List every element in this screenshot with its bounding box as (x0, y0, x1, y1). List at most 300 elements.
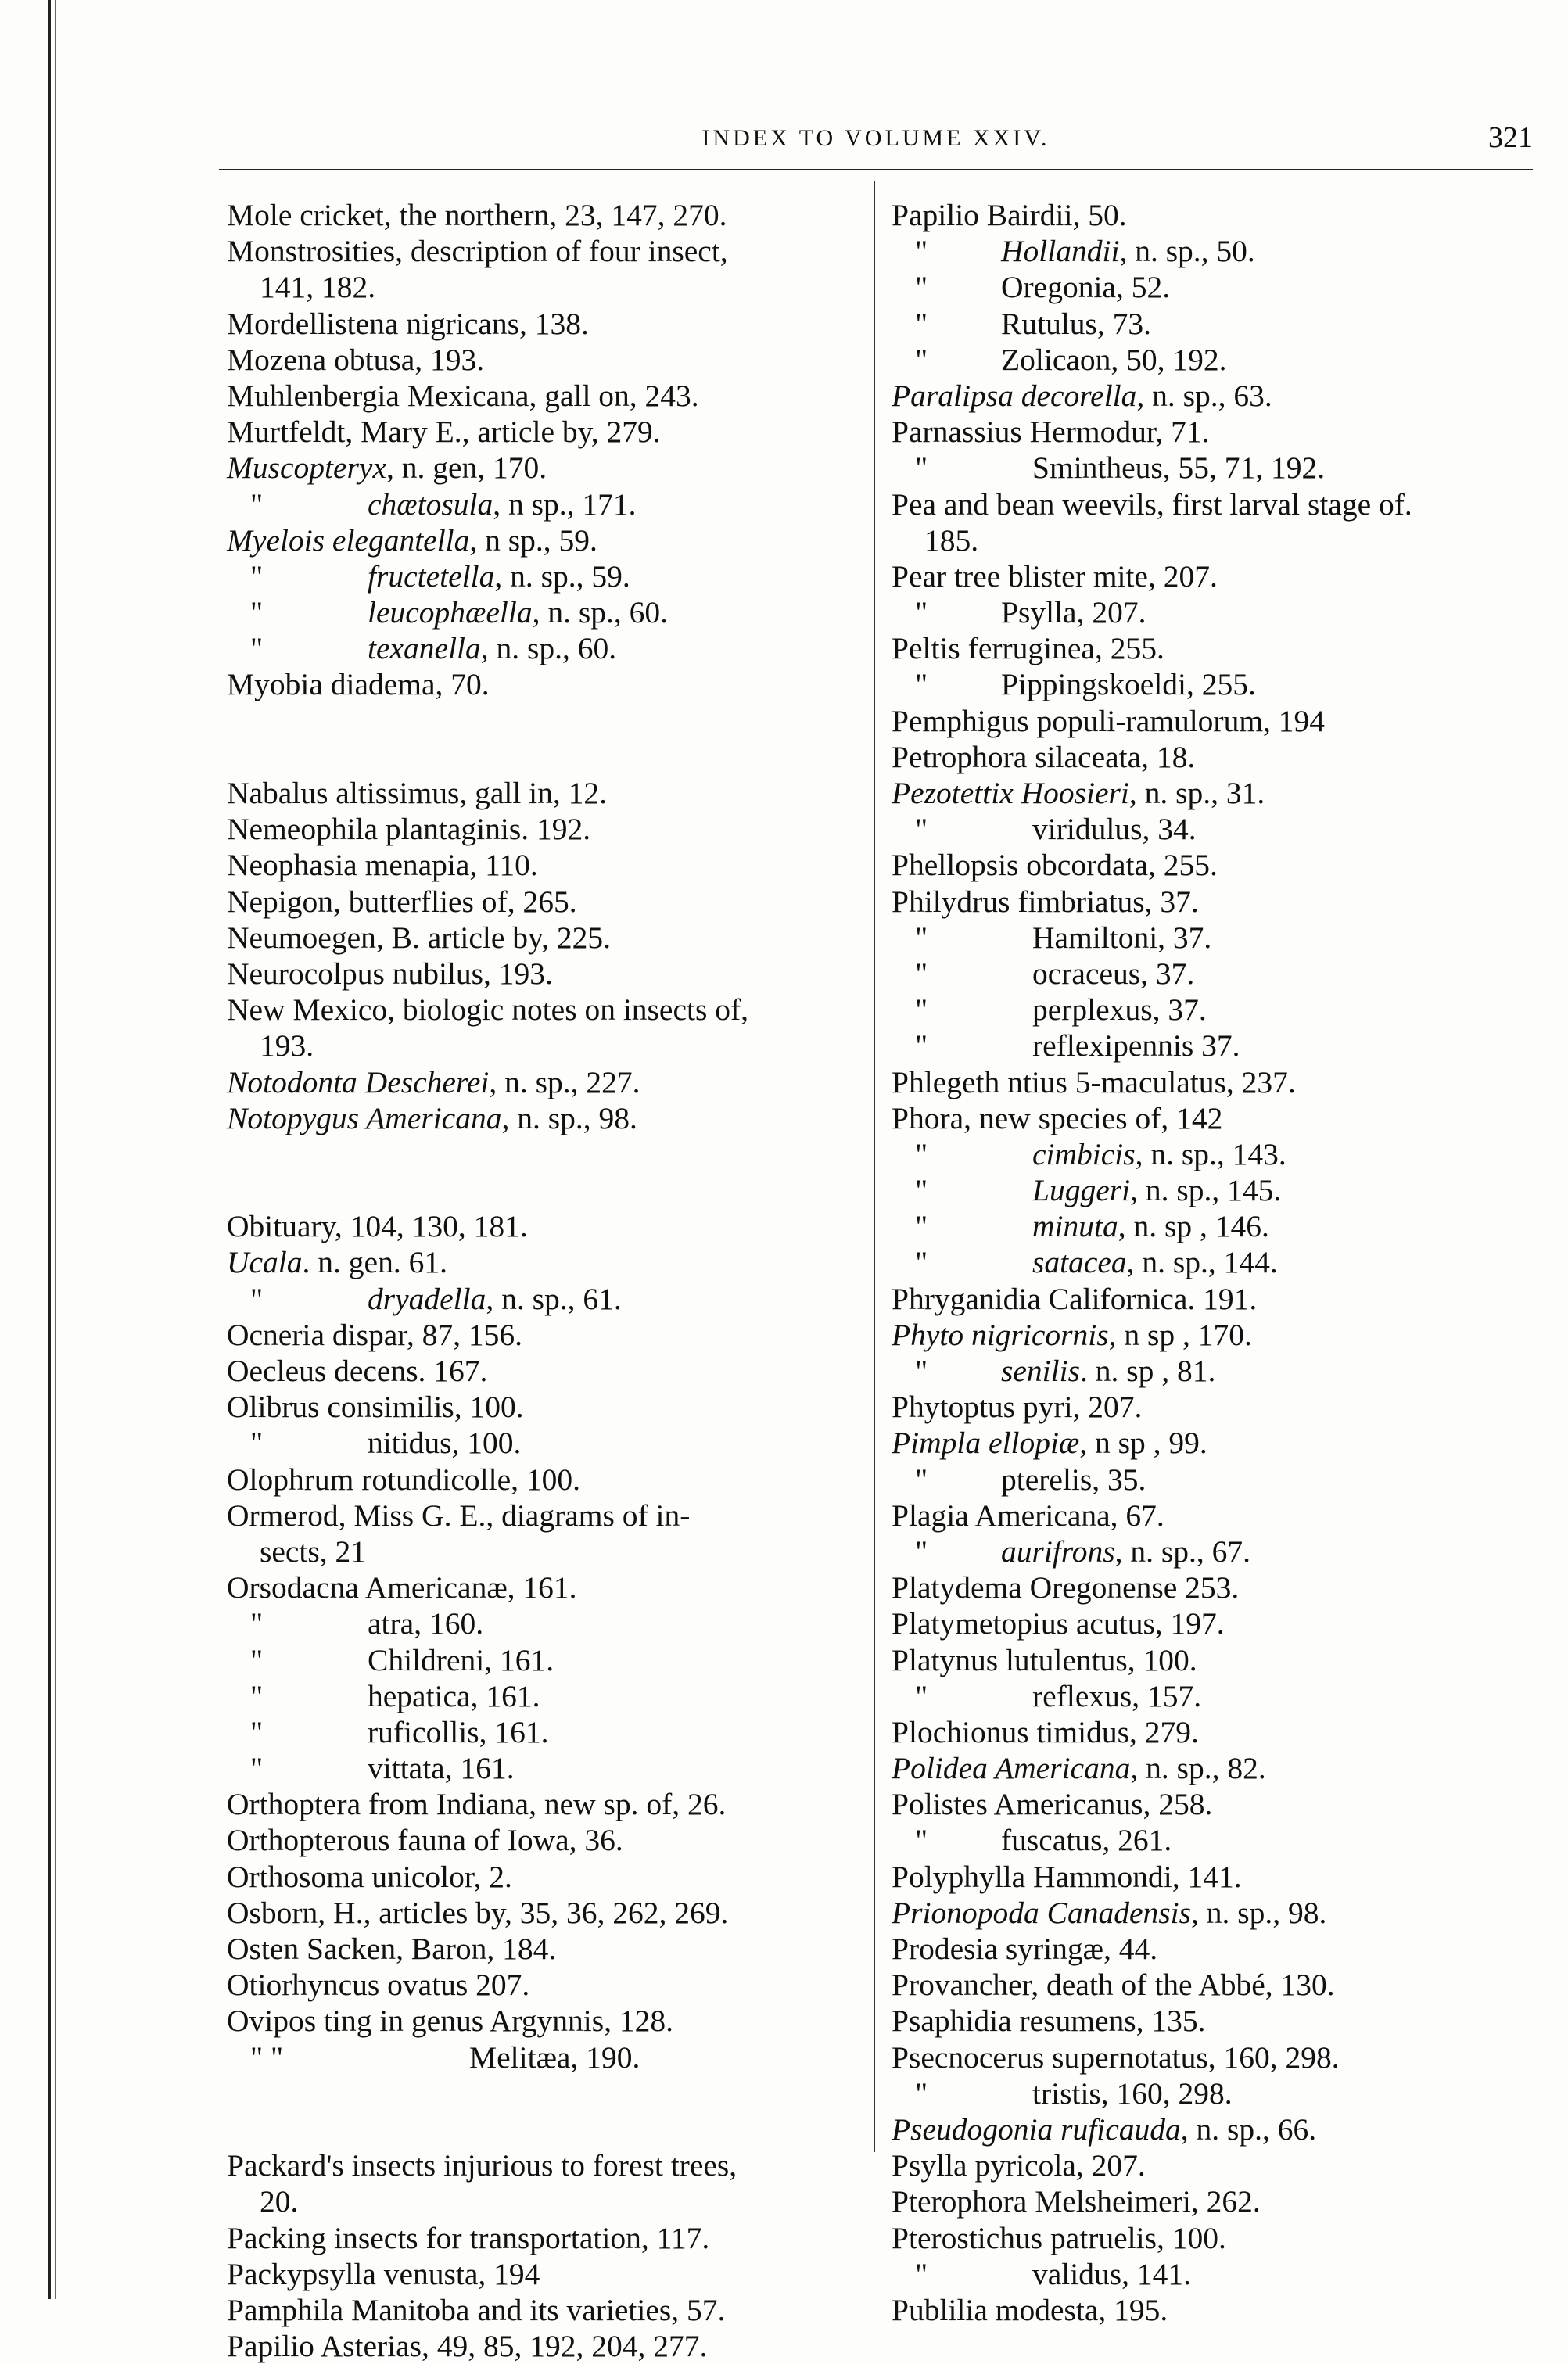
index-entry (892, 1498, 1533, 1534)
entry-text: tristis, 160, 298. (1032, 2075, 1233, 2111)
index-entry (227, 2328, 860, 2364)
index-subentry (892, 811, 1533, 847)
species-name: texanella (368, 631, 481, 666)
species-name: Pimpla ellopiæ (892, 1426, 1080, 1461)
entry-text: Mole cricket, the northern, 23, 147, 270. (227, 198, 727, 232)
index-subentry (892, 992, 1533, 1028)
index-entry (892, 2039, 1533, 2075)
entry-text: Phryganidia Californica. 191. (892, 1281, 1258, 1316)
index-entry (227, 1100, 860, 1136)
entry-text: hepatica, 161. (368, 1678, 540, 1713)
entry-text: nitidus, 100. (368, 1426, 522, 1461)
entry-text: , n. sp., 50. (1119, 234, 1255, 269)
entry-text: Platydema Oregonense 253. (892, 1570, 1240, 1605)
entry-text: Ormerod, Miss G. E., diagrams of in- (227, 1498, 691, 1533)
index-subentry (892, 1028, 1533, 1064)
species-name: cimbicis (1032, 1136, 1136, 1171)
ditto-mark: " (915, 1534, 928, 1569)
index-subentry (892, 1172, 1533, 1208)
entry-text: Obituary, 104, 130, 181. (227, 1209, 528, 1244)
entry-text: sects, 21 (260, 1534, 367, 1569)
entry-text: Murtfeldt, Mary E., article by, 279. (227, 414, 661, 450)
ditto-mark: " (915, 342, 928, 377)
entry-text: Muhlenbergia Mexicana, gall on, 243. (227, 378, 699, 413)
index-entry (227, 847, 860, 883)
index-entry (227, 1498, 860, 1534)
ditto-mark: " (250, 631, 264, 666)
index-entry (227, 233, 860, 269)
index-subentry (892, 2075, 1533, 2111)
index-entry (892, 1750, 1533, 1786)
entry-text: reflexus, 157. (1032, 1678, 1202, 1713)
index-entry (227, 2003, 860, 2039)
index-entry (892, 630, 1533, 666)
running-title: INDEX TO VOLUME XXIV. (701, 125, 1050, 151)
entry-text: Monstrosities, description of four insect, (227, 234, 728, 269)
index-entry-continuation (227, 2183, 860, 2219)
entry-text: viridulus, 34. (1032, 812, 1197, 847)
ditto-mark: " (915, 234, 928, 269)
index-entry-continuation (892, 522, 1533, 558)
entry-text: Platymetopius acutus, 197. (892, 1606, 1225, 1641)
entry-text: Olophrum rotundicolle, 100. (227, 1462, 580, 1497)
entry-text: Psylla pyricola, 207. (892, 2148, 1146, 2183)
entry-text: , n. sp., 227. (489, 1064, 640, 1099)
entry-text: Philydrus fimbriatus, 37. (892, 884, 1199, 919)
ditto-mark: " (250, 1426, 264, 1461)
index-subentry (892, 269, 1533, 305)
entry-text: Publilia modesta, 195. (892, 2292, 1168, 2327)
species-name: Muscopteryx (227, 450, 386, 486)
entry-text: Peltis ferruginea, 255. (892, 631, 1164, 666)
entry-text: Orsodacna Americanæ, 161. (227, 1570, 577, 1605)
species-name: leucophæella (368, 595, 533, 630)
index-entry (227, 1244, 860, 1280)
index-subentry (892, 1136, 1533, 1172)
index-subentry (227, 1642, 860, 1678)
entry-text: Myobia diadema, 70. (227, 667, 490, 702)
ditto-mark: " (915, 1678, 928, 1713)
species-name: Notopygus Americana (227, 1100, 502, 1135)
index-subentry (227, 2039, 860, 2075)
entry-text: Psecnocerus supernotatus, 160, 298. (892, 2039, 1340, 2075)
index-entry (892, 775, 1533, 811)
index-subentry (892, 1244, 1533, 1280)
index-spacer (227, 1136, 860, 1172)
entry-text: Ocneria dispar, 87, 156. (227, 1317, 522, 1352)
entry-text: Phytoptus pyri, 207. (892, 1390, 1143, 1425)
index-entry (892, 2183, 1533, 2219)
index-subentry (892, 1353, 1533, 1389)
index-entry (227, 775, 860, 811)
entry-text: Prodesia syringæ, 44. (892, 1932, 1158, 1966)
index-entry (892, 1064, 1533, 1100)
entry-text: Pterostichus patruelis, 100. (892, 2220, 1226, 2255)
ditto-mark: " (250, 1606, 264, 1641)
index-entry (892, 1569, 1533, 1605)
ditto-mark: " (250, 1714, 264, 1749)
entry-text: Polistes Americanus, 258. (892, 1787, 1213, 1822)
ditto-mark: " (250, 1642, 264, 1677)
index-entry (227, 1389, 860, 1425)
entry-text: Pippingskoeldi, 255. (1001, 667, 1256, 702)
entry-text: Platynus lutulentus, 100. (892, 1642, 1197, 1677)
index-entry (892, 2003, 1533, 2039)
species-name: Phyto nigricornis (892, 1317, 1109, 1352)
entry-text: Neophasia menapia, 110. (227, 848, 538, 883)
entry-text: , n. sp., 63. (1136, 378, 1272, 413)
entry-text: Psylla, 207. (1001, 595, 1146, 630)
entry-text: , n. sp., 98. (1190, 1895, 1327, 1930)
index-subentry (892, 1678, 1533, 1714)
index-entry (227, 992, 860, 1028)
entry-text: , n. sp., 66. (1180, 2111, 1317, 2147)
entry-text: Nemeophila plantaginis. 192. (227, 812, 591, 847)
species-name: Prionopoda Canadensis (892, 1895, 1191, 1930)
entry-text: Nabalus altissimus, gall in, 12. (227, 776, 608, 810)
entry-text: perplexus, 37. (1032, 992, 1207, 1028)
index-entry (227, 956, 860, 992)
ditto-mark: " (915, 2075, 928, 2111)
index-entry (892, 1642, 1533, 1678)
entry-text: , n sp , 170. (1108, 1317, 1252, 1352)
index-entry (227, 2220, 860, 2256)
entry-text: ocraceus, 37. (1032, 956, 1195, 991)
ditto-mark: " (250, 558, 264, 594)
index-entry (892, 414, 1533, 450)
ditto-mark: " (915, 270, 928, 305)
entry-text: , n. sp., 144. (1126, 1245, 1278, 1280)
entry-text: New Mexico, biologic notes on insects of, (227, 992, 748, 1028)
index-entry (227, 1967, 860, 2003)
index-subentry (892, 1822, 1533, 1858)
entry-text: Polyphylla Hammondi, 141. (892, 1859, 1242, 1894)
entry-text: , n sp., 59. (469, 522, 597, 558)
entry-text: , n. sp., 60. (532, 595, 668, 630)
entry-text: Ovipos ting in genus Argynnis, 128. (227, 2003, 673, 2039)
entry-text: , n. sp., 67. (1114, 1534, 1250, 1569)
entry-text: , n. sp., 98. (501, 1100, 637, 1135)
entry-text: pterelis, 35. (1001, 1462, 1146, 1497)
index-column-right (892, 197, 1533, 2328)
entry-text: Parnassius Hermodur, 71. (892, 414, 1210, 450)
entry-text: Rutulus, 73. (1001, 306, 1152, 341)
ditto-mark: " (915, 667, 928, 702)
entry-text: ruficollis, 161. (368, 1714, 549, 1749)
ditto-mark: " (915, 1173, 928, 1208)
index-spacer (227, 739, 860, 775)
ditto-mark: " " (250, 2039, 284, 2075)
ditto-mark: " (915, 1136, 928, 1171)
index-entry (227, 2147, 860, 2183)
ditto-mark: " (915, 1028, 928, 1064)
entry-text: , n sp., 171. (493, 486, 637, 522)
entry-text: Oregonia, 52. (1001, 270, 1171, 305)
entry-text: Phora, new species of, 142 (892, 1100, 1223, 1135)
entry-text: 141, 182. (260, 270, 376, 305)
index-entry (892, 847, 1533, 883)
index-entry (227, 1895, 860, 1931)
ditto-mark: " (915, 920, 928, 955)
species-name: Polidea Americana (892, 1751, 1131, 1786)
index-subentry (892, 1462, 1533, 1498)
index-spacer (227, 1172, 860, 1208)
entry-text: Packard's insects injurious to forest trees, (227, 2148, 737, 2183)
index-spacer (227, 703, 860, 739)
entry-text: , n. sp., 82. (1130, 1751, 1266, 1786)
species-name: Ucala (227, 1245, 303, 1280)
entry-text: . n. gen. 61. (302, 1245, 447, 1280)
entry-text: Neumoegen, B. article by, 225. (227, 920, 612, 955)
entry-text: Olibrus consimilis, 100. (227, 1390, 524, 1425)
entry-text: Pea and bean weevils, first larval stage of. (892, 486, 1412, 522)
entry-text: Pear tree blister mite, 207. (892, 558, 1218, 594)
index-subentry (892, 1208, 1533, 1244)
ditto-mark: " (915, 812, 928, 847)
species-name: minuta (1032, 1209, 1118, 1244)
index-entry (227, 1208, 860, 1244)
entry-text: Pamphila Manitoba and its varieties, 57. (227, 2292, 726, 2327)
entry-text: Nepigon, butterflies of, 265. (227, 884, 577, 919)
index-entry (892, 1389, 1533, 1425)
species-name: dryadella (368, 1281, 486, 1316)
page-binding-edge-inner (55, 0, 56, 2299)
entry-text: Melitæa, 190. (469, 2039, 640, 2075)
page-binding-edge (48, 0, 51, 2299)
index-subentry (227, 1750, 860, 1786)
entry-text: Provancher, death of the Abbé, 130. (892, 1968, 1335, 2003)
entry-text: reflexipennis 37. (1032, 1028, 1240, 1064)
index-entry (892, 486, 1533, 522)
index-entry (892, 1714, 1533, 1750)
entry-text: Otiorhyncus ovatus 207. (227, 1968, 530, 2003)
entry-text: Oecleus decens. 167. (227, 1354, 488, 1388)
index-subentry (892, 956, 1533, 992)
ditto-mark: " (250, 486, 264, 522)
index-subentry (892, 666, 1533, 702)
index-entry (227, 920, 860, 956)
entry-text: Packing insects for transportation, 117. (227, 2220, 710, 2255)
entry-text: Papilio Bairdii, 50. (892, 198, 1127, 232)
index-subentry (892, 450, 1533, 486)
species-name: Pseudogonia ruficauda (892, 2111, 1181, 2147)
species-name: aurifrons (1001, 1534, 1115, 1569)
index-entry (892, 378, 1533, 414)
entry-text: Petrophora silaceata, 18. (892, 739, 1196, 774)
entry-text: Osten Sacken, Baron, 184. (227, 1932, 557, 1966)
entry-text: fuscatus, 261. (1001, 1823, 1172, 1858)
entry-text: , n. sp., 59. (494, 558, 630, 594)
index-subentry (892, 594, 1533, 630)
index-entry (227, 1462, 860, 1498)
index-subentry (227, 1425, 860, 1461)
index-subentry (892, 233, 1533, 269)
species-name: Luggeri (1032, 1173, 1131, 1208)
species-name: Pezotettix Hoosieri (892, 776, 1129, 810)
index-entry (892, 1967, 1533, 2003)
index-entry (892, 1317, 1533, 1353)
index-subentry (227, 1605, 860, 1641)
index-entry (892, 1605, 1533, 1641)
index-entry (227, 522, 860, 558)
index-entry (892, 1859, 1533, 1895)
species-name: Notodonta Descherei (227, 1064, 490, 1099)
page-number: 321 (1488, 121, 1533, 154)
species-name: chætosula (368, 486, 493, 522)
entry-text: , n. sp., 145. (1130, 1173, 1282, 1208)
index-entry (892, 884, 1533, 920)
index-subentry (227, 558, 860, 594)
entry-text: , n. sp., 31. (1128, 776, 1265, 810)
entry-text: Mordellistena nigricans, 138. (227, 306, 589, 341)
entry-text: Orthosoma unicolor, 2. (227, 1859, 512, 1894)
entry-text: Psaphidia resumens, 135. (892, 2003, 1206, 2039)
ditto-mark: " (915, 1245, 928, 1280)
index-entry (227, 414, 860, 450)
index-entry (892, 739, 1533, 775)
index-entry (892, 1786, 1533, 1822)
index-entry (227, 1569, 860, 1605)
entry-text: Pemphigus populi-ramulorum, 194 (892, 703, 1326, 738)
index-entry (227, 884, 860, 920)
entry-text: Plagia Americana, 67. (892, 1498, 1164, 1533)
entry-text: Phellopsis obcordata, 255. (892, 848, 1218, 883)
entry-text: Mozena obtusa, 193. (227, 342, 485, 377)
index-subentry (892, 2256, 1533, 2292)
entry-text: vittata, 161. (368, 1751, 515, 1786)
entry-text: Papilio Asterias, 49, 85, 192, 204, 277. (227, 2329, 708, 2364)
species-name: Hollandii (1001, 234, 1120, 269)
species-name: Paralipsa decorella (892, 378, 1137, 413)
entry-text: 20. (260, 2184, 299, 2219)
entry-text: Plochionus timidus, 279. (892, 1714, 1199, 1749)
entry-text: Neurocolpus nubilus, 193. (227, 956, 553, 991)
entry-text: Smintheus, 55, 71, 192. (1032, 450, 1326, 486)
index-entry-continuation (227, 1534, 860, 1569)
entry-text: validus, 141. (1032, 2256, 1191, 2291)
index-entry (227, 1317, 860, 1353)
species-name: senilis (1001, 1354, 1080, 1388)
index-entry (227, 1822, 860, 1858)
index-entry (892, 2292, 1533, 2328)
index-subentry (227, 486, 860, 522)
ditto-mark: " (915, 595, 928, 630)
ditto-mark: " (915, 956, 928, 991)
index-subentry (227, 1714, 860, 1750)
index-entry (227, 2292, 860, 2328)
ditto-mark: " (915, 1209, 928, 1244)
species-name: fructetella (368, 558, 495, 594)
index-spacer (227, 2075, 860, 2111)
index-subentry (227, 594, 860, 630)
entry-text: , n. gen, 170. (386, 450, 547, 486)
ditto-mark: " (915, 992, 928, 1028)
index-subentry (892, 342, 1533, 378)
index-entry (892, 1100, 1533, 1136)
index-entry (892, 1281, 1533, 1317)
index-entry (892, 1895, 1533, 1931)
ditto-mark: " (915, 306, 928, 341)
ditto-mark: " (250, 1678, 264, 1713)
ditto-mark: " (250, 595, 264, 630)
index-entry-continuation (227, 269, 860, 305)
index-entry (227, 1786, 860, 1822)
index-entry (892, 2111, 1533, 2147)
entry-text: Orthopterous fauna of Iowa, 36. (227, 1823, 623, 1858)
ditto-mark: " (915, 1354, 928, 1388)
index-entry (227, 2256, 860, 2292)
index-entry (227, 1859, 860, 1895)
entry-text: Packypsylla venusta, 194 (227, 2256, 540, 2291)
index-entry (892, 2220, 1533, 2256)
entry-text: Osborn, H., articles by, 35, 36, 262, 269. (227, 1895, 729, 1930)
entry-text: atra, 160. (368, 1606, 484, 1641)
index-entry (892, 2147, 1533, 2183)
index-subentry (892, 920, 1533, 956)
index-subentry (227, 630, 860, 666)
index-entry (227, 378, 860, 414)
entry-text: , n. sp., 60. (480, 631, 617, 666)
ditto-mark: " (250, 1751, 264, 1786)
species-name: Myelois elegantella (227, 522, 470, 558)
entry-text: , n sp , 99. (1079, 1426, 1207, 1461)
entry-text: , n. sp., 61. (486, 1281, 622, 1316)
index-entry (892, 1931, 1533, 1967)
index-spacer (227, 2111, 860, 2147)
index-entry (227, 342, 860, 378)
index-entry (227, 450, 860, 486)
entry-text: Orthoptera from Indiana, new sp. of, 26. (227, 1787, 727, 1822)
index-entry (227, 1931, 860, 1967)
entry-text: Pterophora Melsheimeri, 262. (892, 2184, 1261, 2219)
index-entry (892, 558, 1533, 594)
entry-text: . n. sp , 81. (1079, 1354, 1216, 1388)
index-entry (892, 197, 1533, 233)
ditto-mark: " (915, 1823, 928, 1858)
index-entry-continuation (227, 1028, 860, 1064)
entry-text: Zolicaon, 50, 192. (1001, 342, 1227, 377)
ditto-mark: " (915, 2256, 928, 2291)
index-entry (227, 666, 860, 702)
species-name: satacea (1032, 1245, 1127, 1280)
index-subentry (227, 1678, 860, 1714)
index-column-left (227, 197, 860, 2364)
entry-text: Childreni, 161. (368, 1642, 554, 1677)
index-subentry (892, 306, 1533, 342)
entry-text: , n. sp , 146. (1118, 1209, 1269, 1244)
index-subentry (227, 1281, 860, 1317)
index-entry (227, 811, 860, 847)
index-entry (227, 306, 860, 342)
entry-text: Hamiltoni, 37. (1032, 920, 1212, 955)
running-head (219, 121, 1533, 164)
ditto-mark: " (915, 450, 928, 486)
index-entry (892, 1425, 1533, 1461)
entry-text: 185. (924, 522, 979, 558)
index-entry (227, 197, 860, 233)
entry-text: Phlegeth ntius 5-maculatus, 237. (892, 1064, 1296, 1099)
index-entry (892, 703, 1533, 739)
index-entry (227, 1064, 860, 1100)
index-subentry (892, 1534, 1533, 1569)
ditto-mark: " (915, 1462, 928, 1497)
index-entry (227, 1353, 860, 1389)
header-rule (219, 169, 1533, 170)
column-divider (874, 181, 875, 2152)
entry-text: , n. sp., 143. (1135, 1136, 1286, 1171)
ditto-mark: " (250, 1281, 264, 1316)
entry-text: 193. (260, 1028, 314, 1064)
